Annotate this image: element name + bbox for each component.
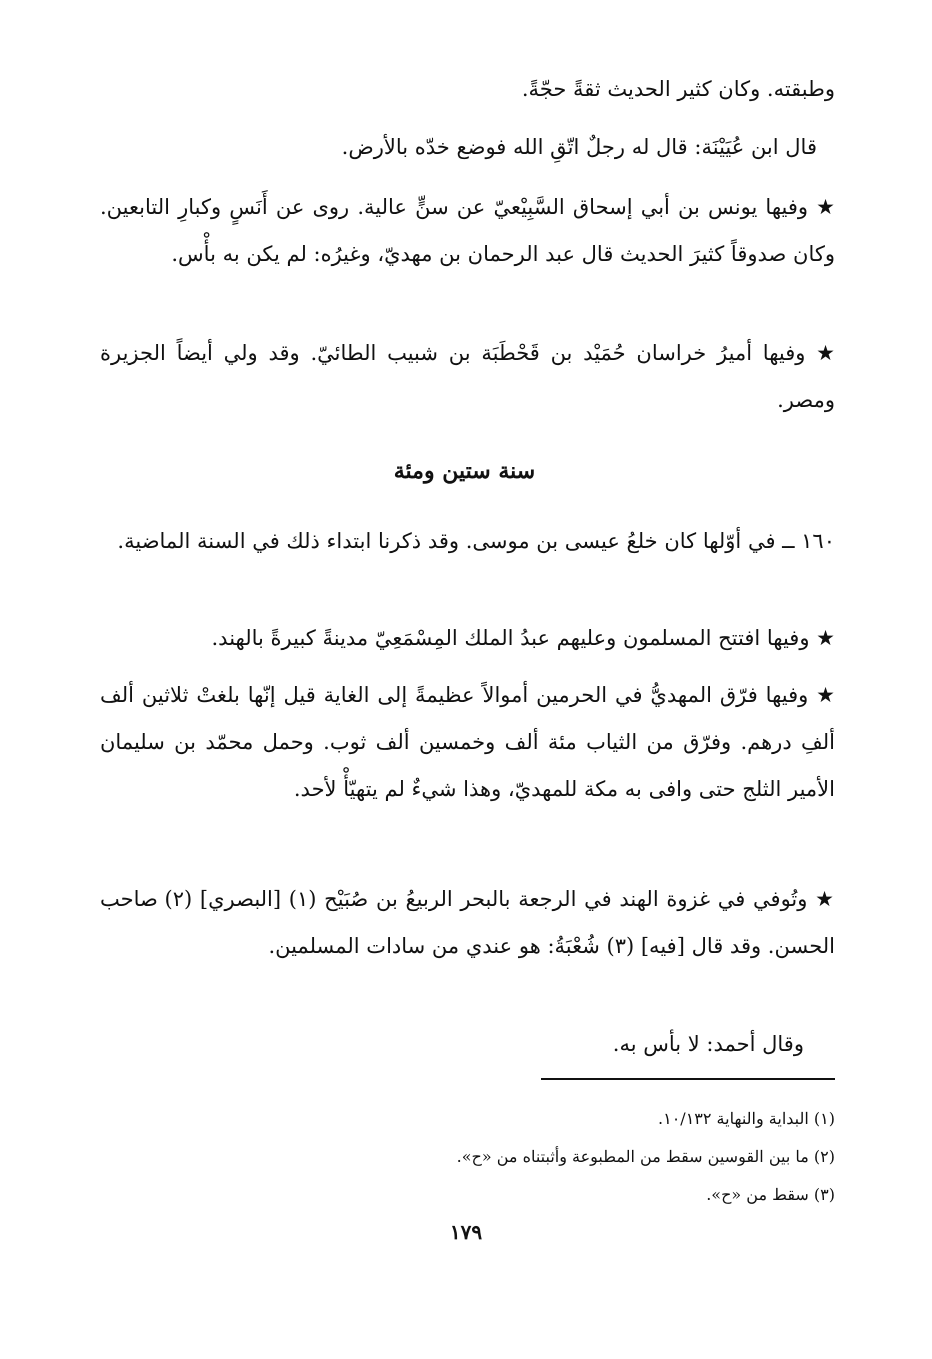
footnote-3: (٣) سقط من «ح». bbox=[706, 1185, 835, 1204]
footnote-divider bbox=[541, 1078, 835, 1080]
section-paragraph-5: وقال أحمد: لا بأس به. bbox=[612, 1032, 804, 1056]
paragraph-3: ★ وفيها يونس بن أبي إسحاق السَّبِيْعيّ عن سنٍّ عالية. روى عن أَنَسٍ وكبارِ التابعين. وكان صدوقاً كثيرَ الحديث قال عبد الرحمان بن مهديّ، وغيرُه: لم يكن به بأْس. bbox=[100, 195, 835, 266]
section-paragraph-4: ★ وتُوفي في غزوة الهند في الرجعة بالبحر الربيعُ بن صُبَيْح (١) [البصري] (٢) صاحب الحسن. وقد قال [فيه] (٣) شُعْبَةُ: هو عندي من سادات المسلمين. bbox=[100, 887, 835, 958]
footnotes bbox=[100, 1100, 835, 1214]
paragraph-1: وطبقته. وكان كثير الحديث ثقةً حجّةً. bbox=[521, 77, 835, 101]
section-paragraph-1: ١٦٠ ــ في أوّلها كان خلعُ عيسى بن موسى. وقد ذكرنا ابتداء ذلك في السنة الماضية. bbox=[117, 529, 835, 553]
section-paragraph-2: ★ وفيها افتتح المسلمون وعليهم عبدُ الملك المِسْمَعِيّ مدينةً كبيرةً بالهند. bbox=[211, 626, 835, 650]
footnote-2: (٢) ما بين القوسين سقط من المطبوعة وأثبتناه من «ح». bbox=[456, 1147, 835, 1166]
paragraph-4: ★ وفيها أميرُ خراسان حُمَيْد بن قَحْطَبَة بن شبيب الطائيّ. وقد ولي أيضاً الجزيرة ومصر. bbox=[100, 341, 835, 412]
page-number: ١٧٩ bbox=[449, 1220, 483, 1244]
footnote-1: (١) البداية والنهاية ١٠/١٣٢. bbox=[658, 1109, 835, 1128]
section-heading: سنة ستين ومئة bbox=[393, 458, 536, 484]
section-paragraph-3: ★ وفيها فرّق المهديُّ في الحرمين أموالاً عظيمةً إلى الغاية قيل إنّها بلغتْ ثلاثين ألف ألفِ درهم. وفرّق من الثياب مئة ألف وخمسين ألف ثوب. وحمل محمّد بن سليمان الأمير الثلج حتى وافى به مكة للمهديّ، وهذا شيءٌ لم يتهيّأْ لأحد. bbox=[100, 683, 835, 801]
paragraph-2: قال ابن عُيَيْنَة: قال له رجلٌ اتّقِ الله فوضع خدّه بالأرض. bbox=[341, 135, 817, 159]
